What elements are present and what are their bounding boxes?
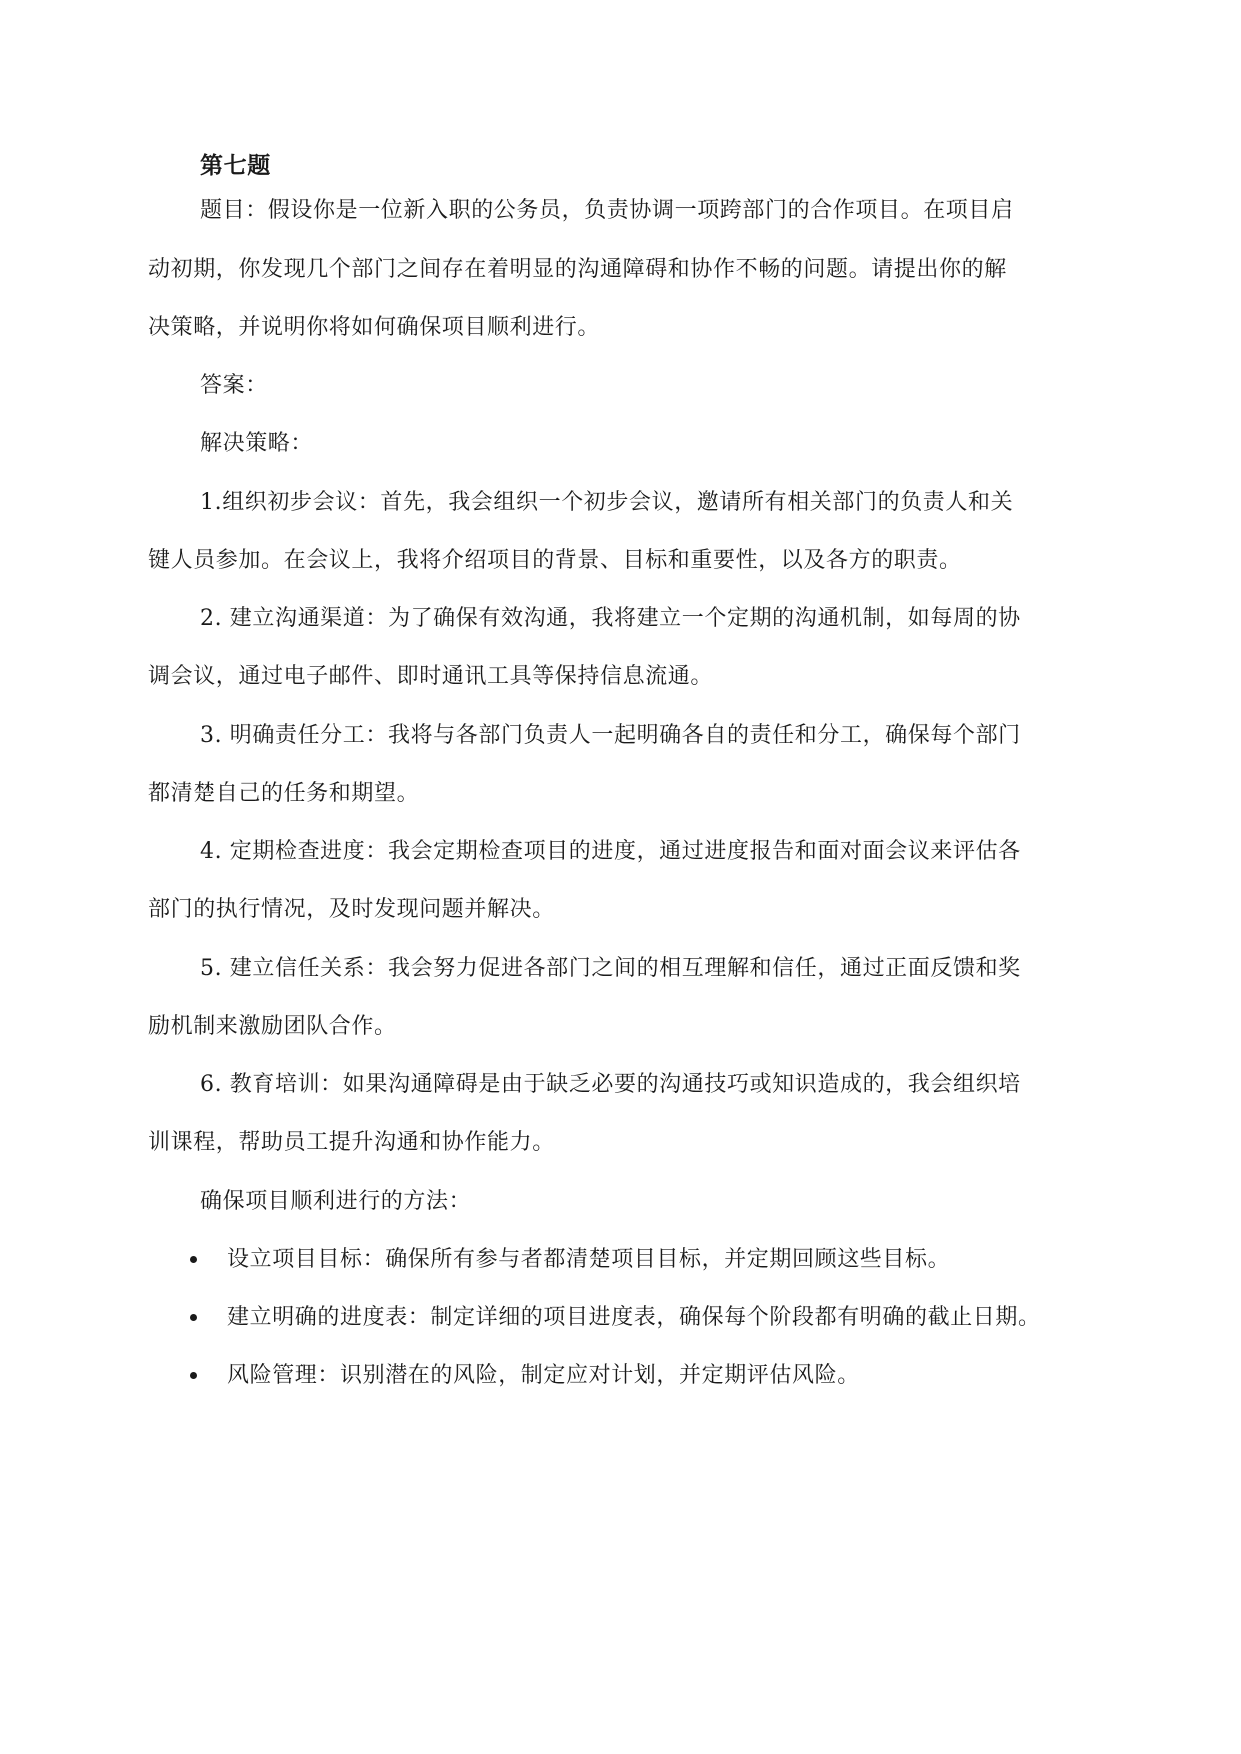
bullet-icon — [190, 1256, 197, 1263]
strategy-6-line-1: 6. 教育培训：如果沟通障碍是由于缺乏必要的沟通技巧或知识造成的，我会组织培 — [200, 1072, 1021, 1097]
method-item-3: 风险管理：识别潜在的风险，制定应对计划，并定期评估风险。 — [227, 1363, 860, 1388]
question-line-3: 决策略，并说明你将如何确保项目顺利进行。 — [148, 315, 601, 340]
bullet-icon — [190, 1372, 197, 1379]
question-line-1: 题目：假设你是一位新入职的公务员，负责协调一项跨部门的合作项目。在项目启 — [200, 198, 1014, 223]
strategy-3-line-1: 3. 明确责任分工：我将与各部门负责人一起明确各自的责任和分工，确保每个部门 — [200, 723, 1021, 748]
methods-label: 确保项目顺利进行的方法： — [200, 1189, 472, 1214]
strategy-3-line-2: 都清楚自己的任务和期望。 — [148, 781, 420, 806]
method-item-2: 建立明确的进度表：制定详细的项目进度表，确保每个阶段都有明确的截止日期。 — [227, 1305, 1041, 1330]
strategy-1-line-2: 键人员参加。在会议上，我将介绍项目的背景、目标和重要性，以及各方的职责。 — [148, 548, 962, 573]
strategy-5-line-1: 5. 建立信任关系：我会努力促进各部门之间的相互理解和信任，通过正面反馈和奖 — [200, 956, 1021, 981]
strategy-6-line-2: 训课程，帮助员工提升沟通和协作能力。 — [148, 1130, 555, 1155]
strategy-1-line-1: 1.组织初步会议：首先，我会组织一个初步会议，邀请所有相关部门的负责人和关 — [200, 490, 1014, 515]
strategy-2-line-2: 调会议，通过电子邮件、即时通讯工具等保持信息流通。 — [148, 664, 714, 689]
strategy-label: 解决策略： — [200, 431, 314, 456]
method-item-1: 设立项目目标：确保所有参与者都清楚项目目标，并定期回顾这些目标。 — [227, 1247, 951, 1272]
strategy-2-line-1: 2. 建立沟通渠道：为了确保有效沟通，我将建立一个定期的沟通机制，如每周的协 — [200, 606, 1021, 631]
section-heading: 第七题 — [200, 152, 271, 179]
question-line-2: 动初期，你发现几个部门之间存在着明显的沟通障碍和协作不畅的问题。请提出你的解 — [148, 257, 1007, 282]
bullet-icon — [190, 1314, 197, 1321]
answer-label: 答案： — [200, 373, 268, 398]
strategy-4-line-1: 4. 定期检查进度：我会定期检查项目的进度，通过进度报告和面对面会议来评估各 — [200, 839, 1021, 864]
strategy-5-line-2: 励机制来激励团队合作。 — [148, 1014, 397, 1039]
strategy-4-line-2: 部门的执行情况，及时发现问题并解决。 — [148, 897, 555, 922]
